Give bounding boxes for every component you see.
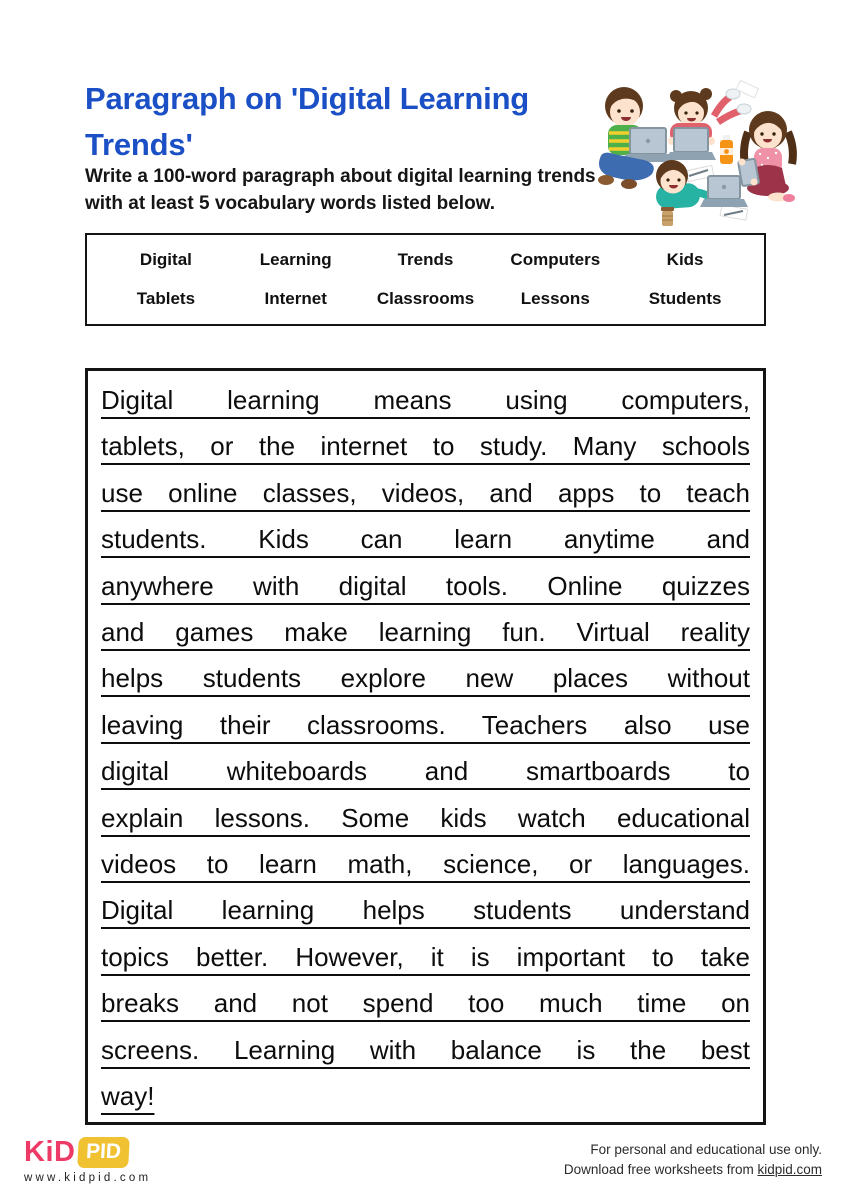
kidpid-link[interactable]: kidpid.com (757, 1162, 822, 1177)
vocab-word: Trends (397, 250, 454, 270)
juice-bottle-icon (720, 135, 733, 164)
website-url: www.kidpid.com (24, 1172, 152, 1184)
logo-pid-badge: PID (78, 1137, 131, 1168)
paragraph-box (85, 368, 766, 1125)
paragraph-line: digital whiteboards and smartboards to (101, 756, 750, 787)
kidpid-logo (24, 1136, 151, 1184)
vocab-word: Tablets (136, 288, 196, 308)
usage-note-line2 (564, 1160, 822, 1180)
paragraph-line: explain lessons. Some kids watch educational (101, 802, 750, 833)
vocabulary-box (85, 233, 766, 326)
paragraph-line: breaks and not spend too much time on (101, 988, 750, 1019)
page-title: Paragraph on 'Digital Learning Trends' (85, 81, 530, 162)
usage-note (564, 1140, 822, 1180)
vocab-word: Internet (264, 288, 327, 308)
paragraph-line: way! (101, 1081, 155, 1112)
paragraph-line: screens. Learning with balance is the best (101, 1034, 750, 1065)
vocab-word: Kids (666, 250, 704, 270)
paragraph-line: Digital learning means using computers, (101, 385, 750, 415)
paragraph-line: anywhere with digital tools. Online quizzes (101, 570, 750, 601)
vocab-word: Lessons (520, 288, 590, 308)
paragraph-line: use online classes, videos, and apps to teach (101, 477, 750, 508)
paragraph-line: students. Kids can learn anytime and (101, 524, 750, 555)
paragraph-line: videos to learn math, science, or languages. (101, 849, 750, 880)
paragraph-line: and games make learning fun. Virtual reality (101, 617, 750, 648)
girl-lying-laptop-icon (666, 88, 751, 160)
vocab-word: Students (648, 288, 722, 308)
paragraph-line: tablets, or the internet to study. Many schools (101, 431, 750, 462)
instructions-text: Write a 100-word paragraph about digital learning trends with at least 5 vocabulary words listed below. (85, 166, 596, 214)
usage-note-line2-prefix: Download free worksheets from (563, 1162, 758, 1177)
paragraph-line: leaving their classrooms. Teachers also use (101, 709, 750, 740)
vocab-word: Learning (259, 250, 332, 270)
vocab-word: Classrooms (376, 288, 475, 308)
kids-learning-illustration (572, 70, 812, 234)
paragraph-line: helps students explore new places without (101, 663, 750, 694)
logo-kid-text: KiD (24, 1136, 76, 1168)
paragraph-line: topics better. However, it is important to take (101, 941, 750, 972)
vocab-word: Digital (139, 250, 192, 270)
vocab-word: Computers (510, 250, 601, 270)
girl-tablet-icon (738, 111, 795, 202)
kids-learning-illustration-svg (572, 70, 812, 234)
usage-note-line1: For personal and educational use only. (590, 1142, 822, 1157)
paragraph-line: Digital learning helps students understand (101, 895, 750, 926)
